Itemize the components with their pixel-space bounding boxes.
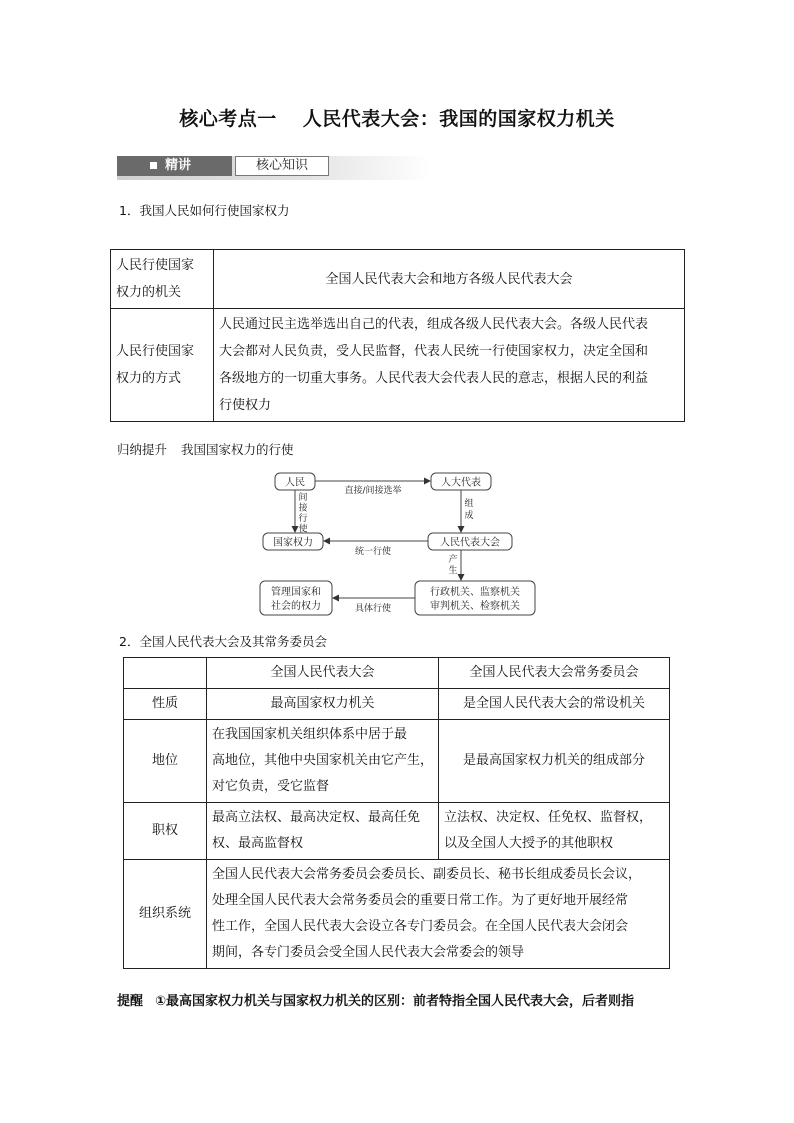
table-header-npc: 全国人民代表大会 [207, 658, 439, 689]
table-cell: 是全国人民代表大会的常设机关 [439, 689, 670, 720]
table-cell: 人民通过民主选举选出自己的代表，组成各级人民代表大会。各级人民代表 大会都对人民负责，受人民监督，代表人民统一行使国家权力，决定全国和 各级地方的一切重大事务。人民代表大会代表人民的意志，根据人民的利益 行使权力 [214, 309, 685, 422]
tag-light: 核心知识 [235, 156, 329, 176]
table-cell [124, 658, 207, 689]
table-cell: 在我国国家机关组织体系中居于最 高地位，其他中央国家机关由它产生， 对它负责，受它监督 [207, 720, 439, 803]
section-tag-bar [117, 156, 431, 180]
page-title [0, 104, 794, 131]
table-npc [123, 657, 670, 969]
label-deputies: 人大代表 [441, 477, 481, 489]
label-organs-line2: 审判机关、检察机关 [430, 601, 520, 612]
label-exercise-vertical: 间接行使 [298, 493, 308, 535]
label-manage-line2: 社会的权力 [271, 601, 321, 612]
tag-dark [117, 156, 232, 176]
label-people: 人民 [285, 477, 305, 489]
section-1-heading: 1．我国人民如何行使国家权力 [119, 203, 290, 218]
reminder [117, 990, 634, 1009]
table-cell: 立法权、决定权、任免权、监督权， 以及全国人大授予的其他职权 [439, 803, 670, 860]
label-organs-line1: 行政机关、监察机关 [430, 587, 520, 598]
table-header-standing: 全国人民代表大会常务委员会 [439, 658, 670, 689]
table-cell-label: 人民行使国家 权力的方式 [111, 309, 214, 422]
reminder-text: ①最高国家权力机关与国家权力机关的区别：前者特指全国人民代表大会，后者则指 [155, 994, 635, 1009]
table-row [111, 309, 685, 422]
table-cell-label: 地位 [124, 720, 207, 803]
label-state-power: 国家权力 [273, 537, 313, 549]
title-part-2: 人民代表大会：我国的国家权力机关 [302, 108, 615, 130]
table-row [124, 803, 670, 860]
table-power-exercise [110, 249, 685, 422]
table-cell: 最高国家权力机关 [207, 689, 439, 720]
table-row [124, 658, 670, 689]
table-cell: 是最高国家权力机关的组成部分 [439, 720, 670, 803]
label-manage-line1: 管理国家和 [271, 587, 321, 598]
summary-text: 我国国家权力的行使 [181, 442, 294, 457]
table-row [111, 250, 685, 309]
table-cell: 全国人民代表大会和地方各级人民代表大会 [214, 250, 685, 309]
section-2-heading: 2．全国人民代表大会及其常务委员会 [119, 634, 327, 649]
label-specific: 具体行使 [354, 604, 392, 614]
table-cell: 全国人民代表大会常务委员会委员长、副委员长、秘书长组成委员长会议， 处理全国人民代表大会常务委员会的重要日常工作。为了更好地开展经常 性工作，全国人民代表大会设立各专门委员会。在全国人民代表大会闭会 期间，各专门委员会受全国人民代表大会常委会的领导 [207, 860, 670, 969]
table-row [124, 720, 670, 803]
label-compose: 组成 [464, 499, 474, 521]
tag-dark-label: 精讲 [165, 158, 192, 173]
summary-heading [117, 440, 294, 458]
title-part-1: 核心考点一 [179, 108, 277, 130]
table-cell-label: 职权 [124, 803, 207, 860]
table-cell-label: 人民行使国家 权力的机关 [111, 250, 214, 309]
label-produce: 产生 [448, 555, 458, 576]
summary-label: 归纳提升 [117, 442, 168, 457]
label-unified: 统一行使 [354, 547, 392, 557]
square-bullet-icon [150, 162, 157, 169]
table-cell-label: 组织系统 [124, 860, 207, 969]
power-flow-diagram [255, 468, 545, 620]
label-elect: 直接/间接选举 [344, 486, 402, 496]
reminder-label: 提醒 [117, 994, 144, 1009]
table-row [124, 689, 670, 720]
table-cell: 最高立法权、最高决定权、最高任免 权、最高监督权 [207, 803, 439, 860]
label-congress: 人民代表大会 [440, 537, 500, 549]
table-row [124, 860, 670, 969]
table-cell-label: 性质 [124, 689, 207, 720]
